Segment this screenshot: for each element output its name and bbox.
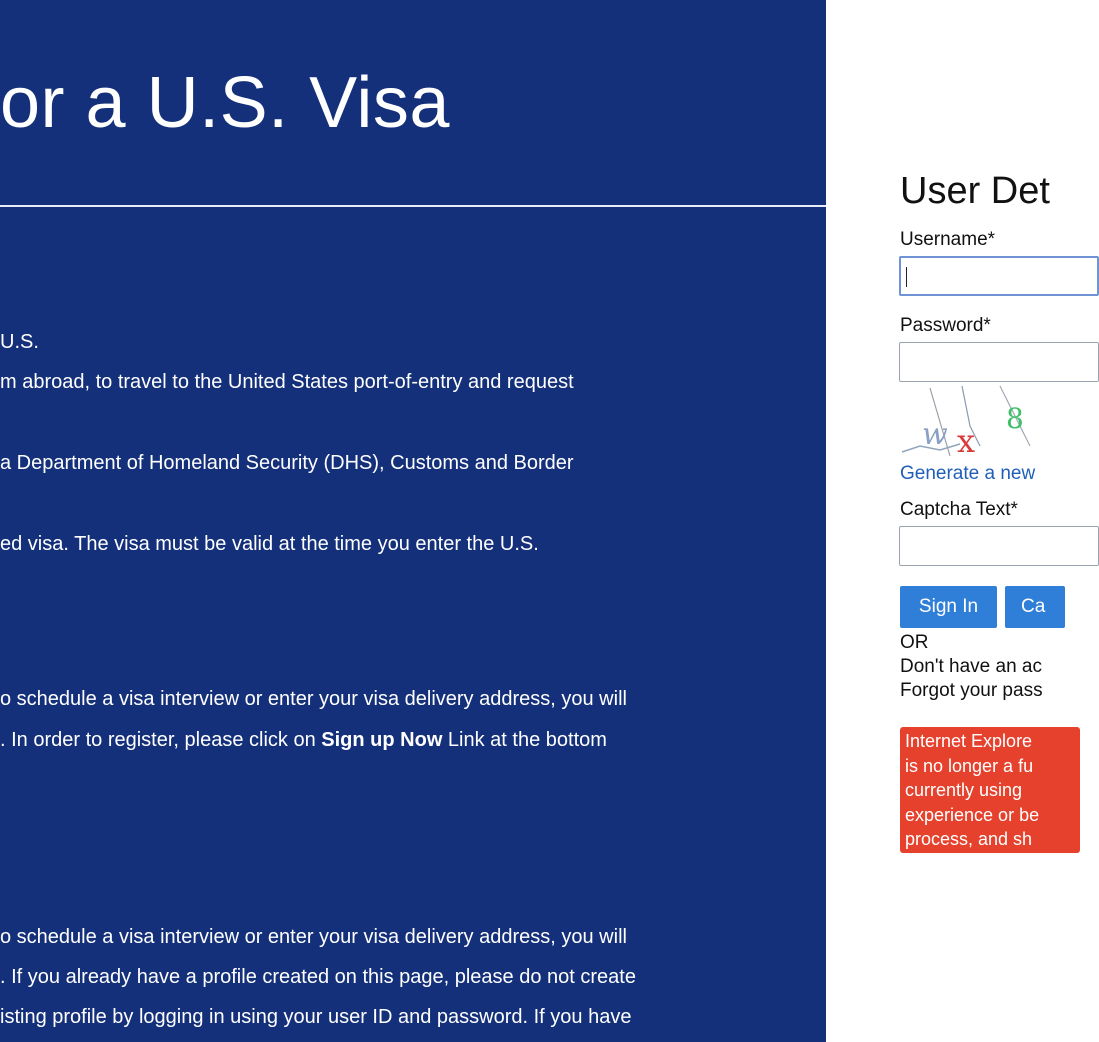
username-field[interactable] [899, 256, 1099, 296]
title-divider [0, 205, 826, 207]
register-text-after: Link at the bottom [442, 729, 607, 751]
or-separator: OR [900, 632, 929, 653]
register-text-before: . In order to register, please click on [0, 729, 322, 751]
captcha-image [900, 386, 1060, 458]
sign-in-button[interactable]: Sign In [900, 586, 997, 628]
captcha-field[interactable] [899, 526, 1099, 566]
info-line: m abroad, to travel to the United States port-of-entry and request [0, 371, 574, 393]
info-line: o schedule a visa interview or enter your visa delivery address, you will [0, 688, 627, 710]
forgot-password-link[interactable]: Forgot your pass [900, 680, 1043, 701]
alert-line: process, and sh [905, 829, 1033, 849]
alert-line: Internet Explore [905, 731, 1033, 751]
info-line: isting profile by logging in using your user ID and password. If you have [0, 1006, 632, 1028]
text-caret [906, 267, 907, 287]
generate-captcha-link[interactable]: Generate a new [900, 463, 1036, 484]
info-line: U.S. [0, 331, 39, 353]
info-line: o schedule a visa interview or enter your visa delivery address, you will [0, 926, 627, 948]
page-title: or a U.S. Visa [0, 63, 450, 143]
browser-warning-alert [900, 727, 1080, 853]
svg-text:w: w [922, 417, 948, 452]
password-label: Password* [900, 315, 991, 336]
svg-text:8: 8 [1006, 402, 1024, 435]
login-heading: User Det [900, 170, 1050, 212]
sign-up-now-text: Sign up Now [321, 729, 443, 751]
cancel-button[interactable]: Ca [1005, 586, 1065, 628]
info-line: ed visa. The visa must be valid at the time you enter the U.S. [0, 533, 539, 555]
svg-text:x: x [957, 422, 976, 460]
sign-up-link[interactable]: Don't have an ac [900, 656, 1042, 677]
register-instruction [0, 729, 607, 752]
login-panel [826, 0, 1050, 1042]
alert-line: experience or be [905, 804, 1040, 825]
info-line: a Department of Homeland Security (DHS), Customs and Border [0, 452, 574, 474]
alert-line: is no longer a fu [905, 755, 1034, 776]
captcha-label: Captcha Text* [900, 499, 1018, 520]
password-field[interactable] [899, 342, 1099, 382]
username-label: Username* [900, 229, 996, 250]
alert-line: currently using [905, 780, 1023, 800]
info-line: . If you already have a profile created on this page, please do not create [0, 966, 636, 988]
